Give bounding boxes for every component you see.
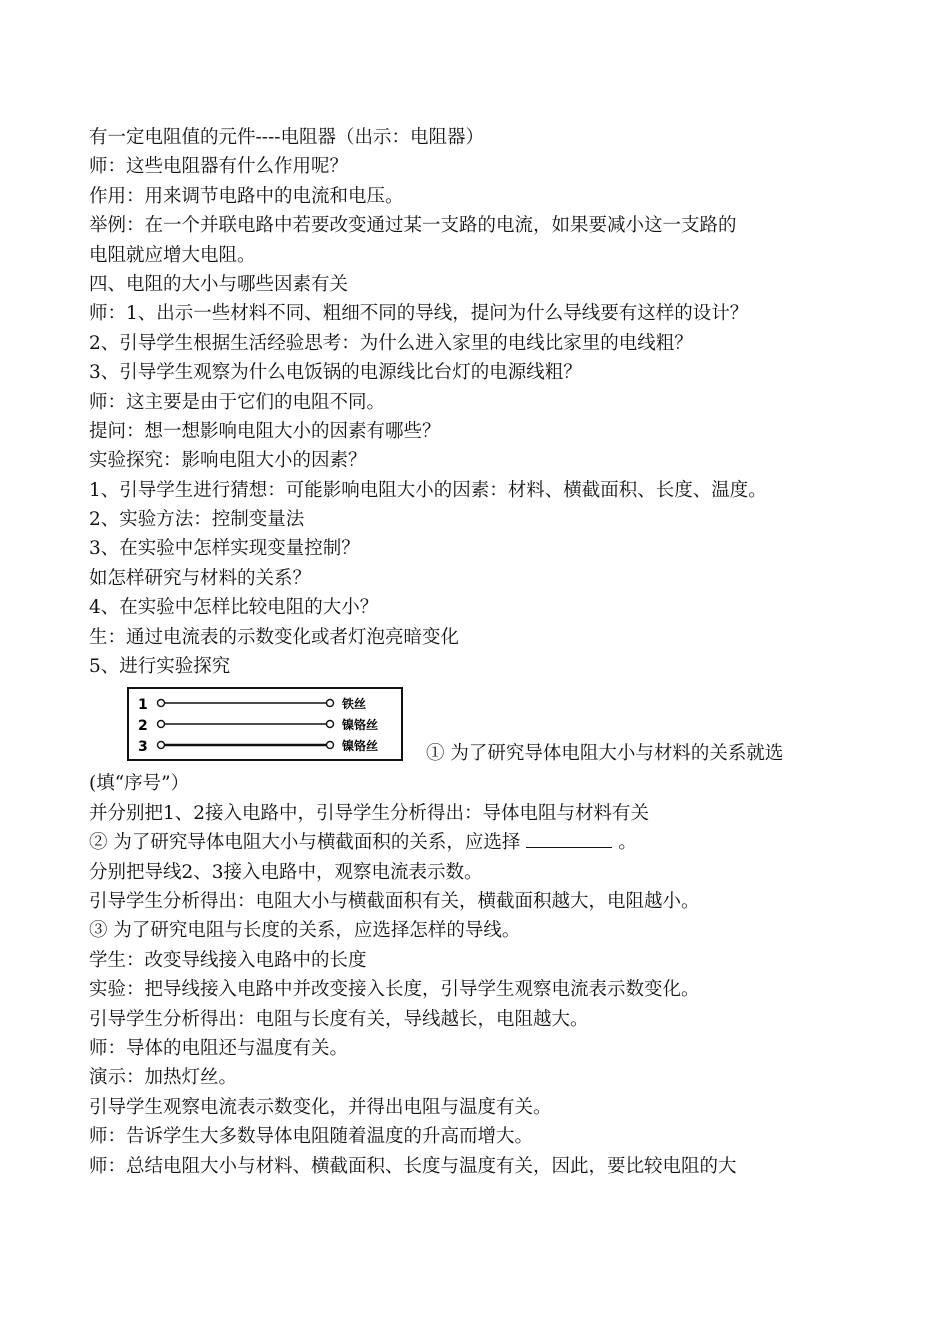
wire-terminal-left (158, 742, 165, 749)
wire-material-label: 镍铬丝 (342, 718, 379, 733)
paragraph-line: 有一定电阻值的元件----电阻器（出示：电阻器） (89, 127, 485, 148)
paragraph-line: 分别把导线2、3接入电路中，观察电流表示数。 (89, 861, 483, 883)
diagram-row (89, 681, 889, 769)
wire-terminal-right (327, 742, 334, 749)
paragraph-line: 4、在实验中怎样比较电阻的大小？ (89, 597, 379, 619)
paragraph-line: 师：1、出示一些材料不同、粗细不同的导线，提问为什么导线要有这样的设计？ (89, 303, 749, 325)
paragraph-line: 演示：加热灯丝。 (89, 1067, 238, 1089)
paragraph-line: 引导学生分析得出：电阻与长度有关，导线越长，电阻越大。 (89, 1008, 589, 1030)
wire-material-label: 镍铬丝 (342, 739, 379, 754)
paragraph-line: 引导学生分析得出：电阻大小与横截面积有关，横截面积越大，电阻越小。 (89, 890, 700, 912)
paragraph-line: 作用：用来调节电路中的电流和电压。 (89, 185, 404, 207)
question-2 (89, 828, 889, 857)
wire-terminal-right (327, 700, 334, 707)
paragraph-line: 师：这主要是由于它们的电阻不同。 (89, 391, 386, 413)
question-2-text: ② 为了研究导体电阻大小与横截面积的关系，应选择 (89, 832, 521, 854)
wire-number: 1 (138, 697, 148, 714)
paragraph-line: 引导学生观察电流表示数变化，并得出电阻与温度有关。 (89, 1096, 552, 1118)
wire-diagram-svg (129, 689, 401, 759)
conclusion-material: 并分别把1、2接入电路中，引导学生分析得出：导体电阻与材料有关 (89, 802, 650, 824)
fill-instruction: (填“序号”） (89, 773, 190, 795)
paragraph-line: 实验探究：影响电阻大小的因素？ (89, 450, 367, 472)
wire-material-label: 铁丝 (342, 697, 367, 712)
paragraph-line: 3、引导学生观察为什么电饭锅的电源线比台灯的电源线粗？ (89, 362, 582, 384)
paragraph-line: 师：告诉学生大多数导体电阻随着温度的升高而增大。 (89, 1126, 534, 1148)
paragraph-line: 举例：在一个并联电路中若要改变通过某一支路的电流，如果要减小这一支路的 (89, 215, 737, 237)
wire-terminal-left (158, 721, 165, 728)
paragraph-line: 3、在实验中怎样实现变量控制？ (89, 538, 360, 560)
paragraph-line: 学生：改变导线接入电路中的长度 (89, 949, 367, 971)
text-block (89, 123, 889, 1181)
paragraph-line: 如怎样研究与材料的关系？ (89, 567, 312, 589)
paragraph-line: 四、电阻的大小与哪些因素有关 (89, 273, 349, 295)
wire-number: 3 (138, 739, 148, 756)
paragraph-line: 提问：想一想影响电阻大小的因素有哪些？ (89, 420, 441, 442)
paragraph-line: 师：导体的电阻还与温度有关。 (89, 1037, 349, 1059)
paragraph-line: 2、引导学生根据生活经验思考：为什么进入家里的电线比家里的电线粗？ (89, 332, 693, 354)
lines-after (89, 858, 889, 1181)
question-1-caption: ① 为了研究导体电阻大小与材料的关系就选 (426, 743, 784, 765)
wire-number: 2 (138, 718, 148, 735)
paragraph-line: 实验：把导线接入电路中并改变接入长度，引导学生观察电流表示数变化。 (89, 979, 700, 1001)
wire-diagram (127, 687, 403, 761)
lines-before (89, 123, 889, 681)
paragraph-line: 师：这些电阻器有什么作用呢？ (89, 156, 349, 178)
paragraph-line: 2、实验方法：控制变量法 (89, 509, 305, 531)
wire-terminal-left (158, 700, 165, 707)
answer-blank[interactable] (526, 829, 612, 848)
paragraph-line: 生：通过电流表的示数变化或者灯泡亮暗变化 (89, 626, 460, 648)
paragraph-line: 师：总结电阻大小与材料、横截面积、长度与温度有关，因此，要比较电阻的大 (89, 1155, 737, 1177)
paragraph-line: 1、引导学生进行猜想：可能影响电阻大小的因素：材料、横截面积、长度、温度。 (89, 479, 767, 501)
paragraph-line: ③ 为了研究电阻与长度的关系，应选择怎样的导线。 (89, 920, 521, 942)
paragraph-line: 5、进行实验探究 (89, 656, 231, 678)
question-2-end: 。 (618, 832, 637, 854)
wire-terminal-right (327, 721, 334, 728)
paragraph-line: 电阻就应增大电阻。 (89, 244, 256, 266)
